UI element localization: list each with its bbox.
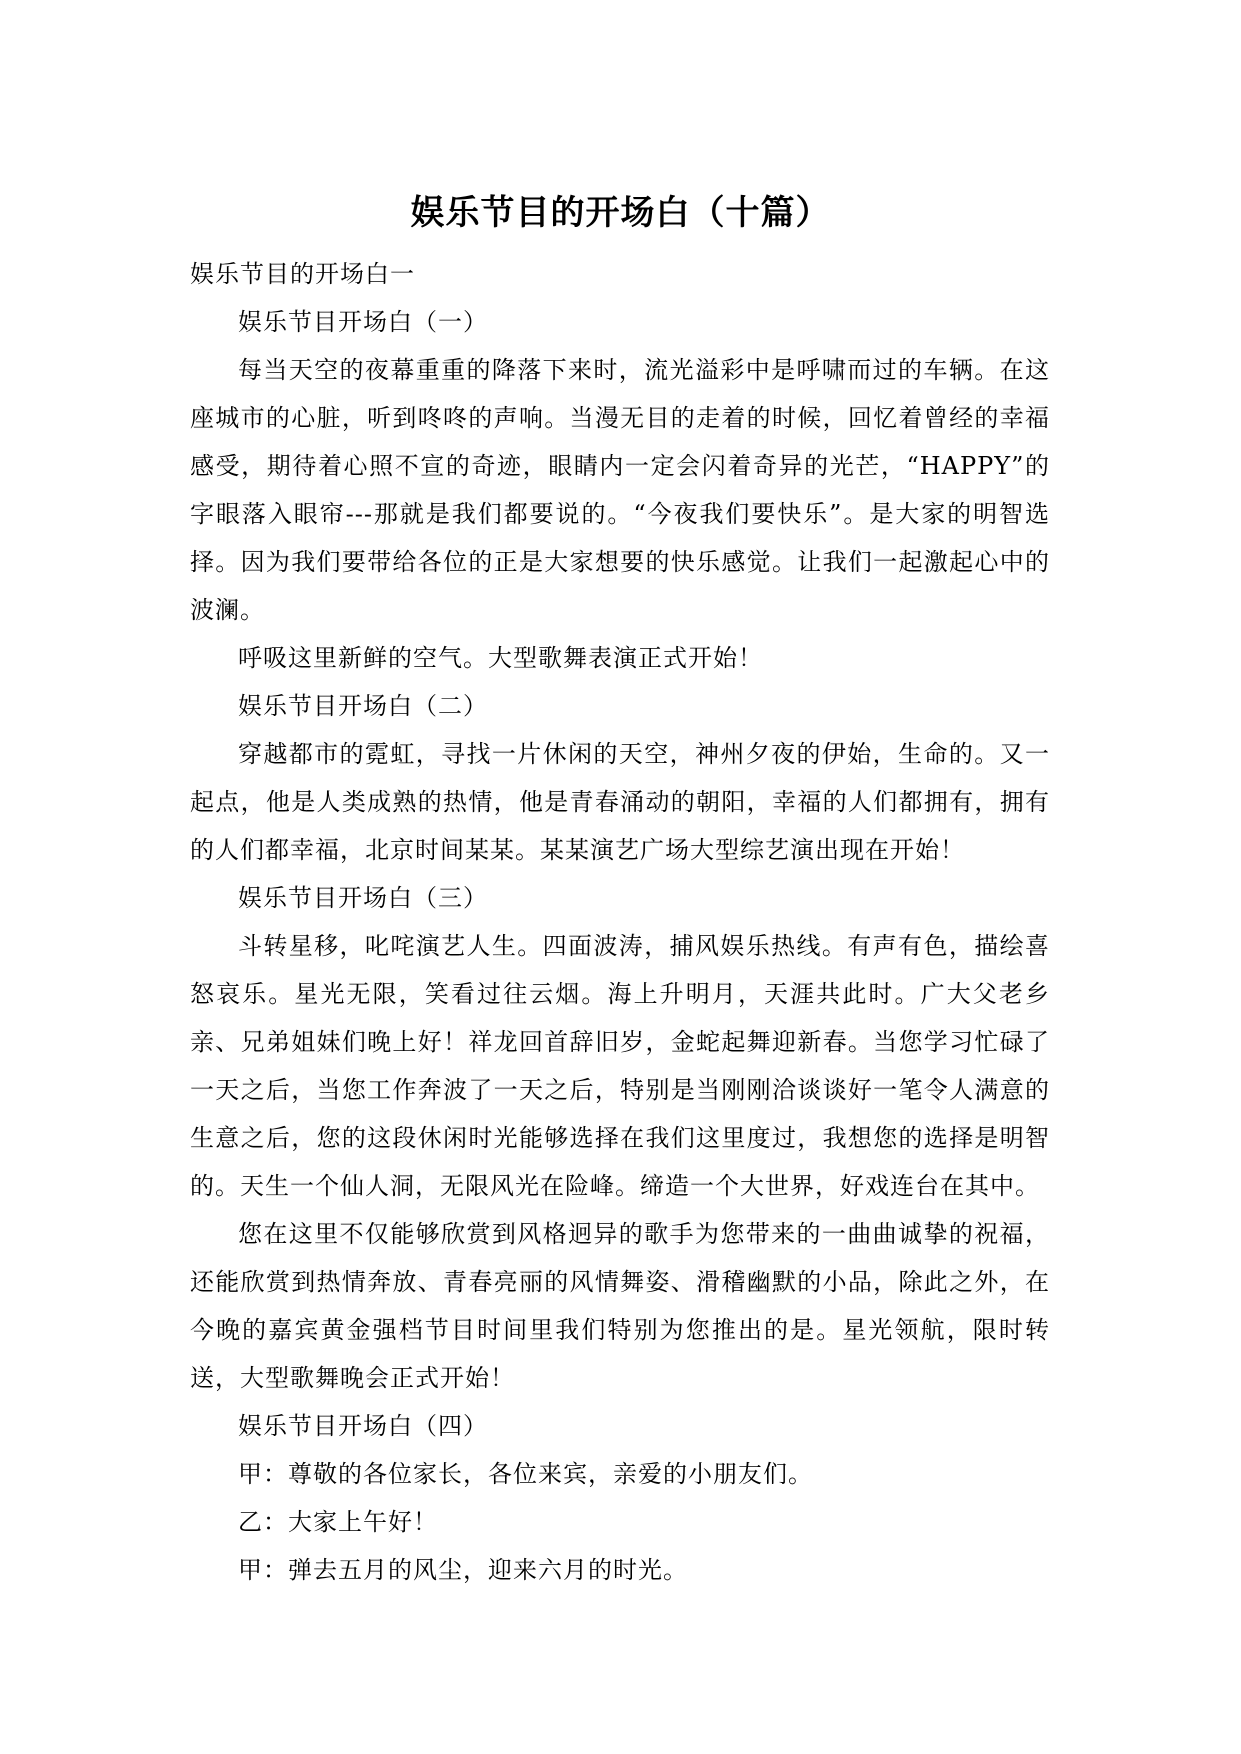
subheading-1: 娱乐节目开场白（一） bbox=[238, 308, 488, 336]
paragraph-4: 斗转星移，叱咤演艺人生。四面波涛，捕风娱乐热线。有声有色，描绘喜怒哀乐。星光无限，笑看过往云烟。海上升明月，天涯共此时。广大父老乡亲、兄弟姐妹们晚上好！祥龙回首辞旧岁，金蛇起舞迎新春。当您学习忙碌了一天之后，当您工作奔波了一天之后，特别是当刚刚洽谈谈好一笔令人满意的生意之后，您的这段休闲时光能够选择在我们这里度过，我想您的选择是明智的。天生一个仙人洞，无限风光在险峰。缔造一个大世界，好戏连台在其中。 bbox=[190, 932, 1050, 1200]
document-body bbox=[190, 250, 1050, 1594]
subheading-2: 娱乐节目开场白（二） bbox=[238, 692, 488, 720]
dialogue-line-3: 甲：弹去五月的风尘，迎来六月的时光。 bbox=[238, 1556, 688, 1584]
dialogue-line-2: 乙：大家上午好！ bbox=[238, 1508, 438, 1536]
paragraph-3: 穿越都市的霓虹，寻找一片休闲的天空，神州夕夜的伊始，生命的。又一起点，他是人类成熟的热情，他是青春涌动的朝阳，幸福的人们都拥有，拥有的人们都幸福，北京时间某某。某某演艺广场大型综艺演出现在开始！ bbox=[190, 740, 1050, 864]
subheading-3: 娱乐节目开场白（三） bbox=[238, 884, 488, 912]
paragraph-5: 您在这里不仅能够欣赏到风格迥异的歌手为您带来的一曲曲诚挚的祝福，还能欣赏到热情奔放、青春亮丽的风情舞姿、滑稽幽默的小品，除此之外，在今晚的嘉宾黄金强档节目时间里我们特别为您推出的是。星光领航，限时转送，大型歌舞晚会正式开始！ bbox=[190, 1220, 1050, 1392]
section-heading: 娱乐节目的开场白一 bbox=[190, 260, 415, 288]
paragraph-2: 呼吸这里新鲜的空气。大型歌舞表演正式开始！ bbox=[238, 644, 763, 672]
dialogue-line-1: 甲：尊敬的各位家长，各位来宾，亲爱的小朋友们。 bbox=[238, 1460, 813, 1488]
document-title: 娱乐节目的开场白（十篇） bbox=[410, 193, 831, 233]
paragraph-1: 每当天空的夜幕重重的降落下来时，流光溢彩中是呼啸而过的车辆。在这座城市的心脏，听到咚咚的声响。当漫无目的走着的时候，回忆着曾经的幸福感受，期待着心照不宣的奇迹，眼睛内一定会闪着奇异的光芒，“HAPPY”的字眼落入眼帘---那就是我们都要说的。“今夜我们要快乐”。是大家的明智选择。因为我们要带给各位的正是大家想要的快乐感觉。让我们一起激起心中的波澜。 bbox=[190, 356, 1050, 624]
subheading-4: 娱乐节目开场白（四） bbox=[238, 1412, 488, 1440]
